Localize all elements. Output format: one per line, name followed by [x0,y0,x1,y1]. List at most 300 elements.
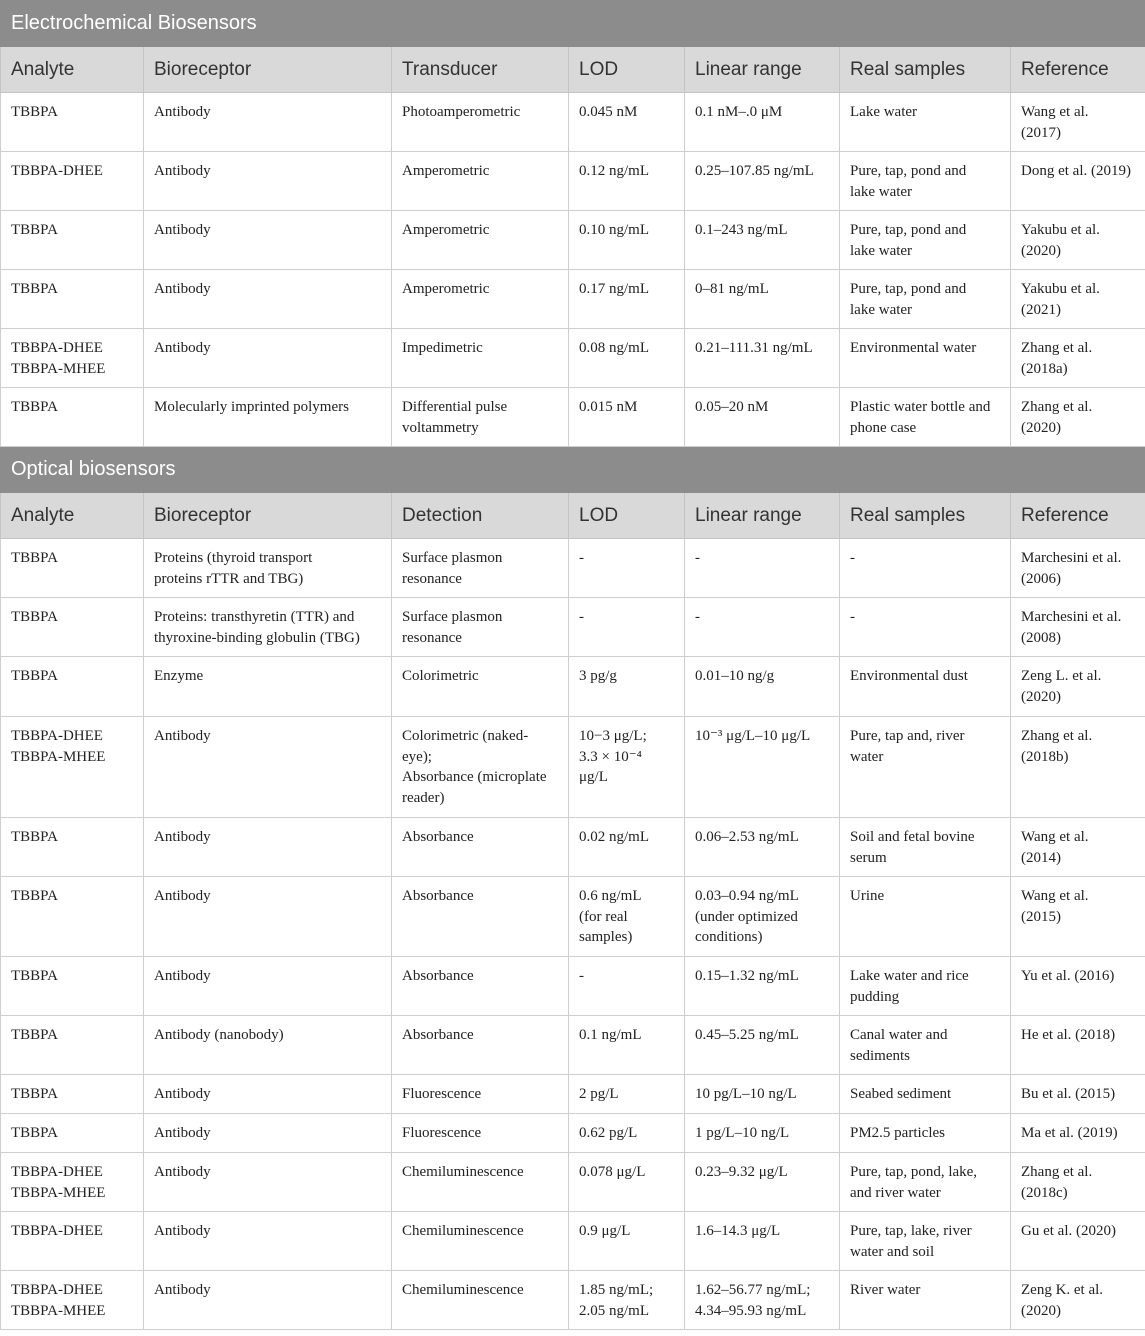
cell-line: - [579,550,584,566]
reference-cell [1011,270,1145,329]
cell-line: 0.17 ng/mL [579,281,649,297]
cell-line: conditions) [695,929,763,945]
cell-line: TBBPA-DHEE [11,1164,103,1180]
cell-line: water and soil [850,1243,935,1260]
real-samples-cell [840,329,1011,388]
table-row [1,93,1145,152]
linear-range-cell [685,1114,840,1153]
cell-line: Lake water and rice [850,968,969,984]
cell-line: Antibody [154,222,211,238]
analyte-cell [1,598,144,657]
cell-line: 0.10 ng/mL [579,222,649,238]
lod-cell [569,329,685,388]
cell-line: Yakubu et al. [1021,222,1100,238]
cell-line: Ma et al. (2019) [1021,1125,1118,1141]
table-row [1,211,1145,270]
analyte-cell [1,270,144,329]
lod-cell [569,93,685,152]
bioreceptor-cell [144,818,392,877]
reference-cell [1011,1153,1145,1212]
column-header-analyte: Analyte [1,493,144,539]
transducer-cell [392,657,569,717]
column-header-transducer: Transducer [392,47,569,93]
cell-line: TBBPA-DHEE [11,340,103,356]
cell-line: 10⁻³ μg/L–10 μg/L [695,728,811,744]
bioreceptor-cell [144,717,392,818]
cell-line: Zhang et al. [1021,399,1093,415]
column-header-lod: LOD [569,47,685,93]
linear-range-cell [685,598,840,657]
cell-line: Soil and fetal bovine [850,829,975,845]
real-samples-cell [840,818,1011,877]
transducer-cell [392,1212,569,1271]
cell-line: Chemiluminescence [402,1223,524,1239]
column-header-reference: Reference [1011,493,1145,539]
cell-line: samples) [579,929,633,945]
cell-line: serum [850,849,887,866]
cell-line: TBBPA [11,281,58,297]
real-samples-cell [840,1075,1011,1114]
analyte-cell [1,818,144,877]
real-samples-cell [840,1212,1011,1271]
cell-line: - [850,609,855,625]
reference-cell [1011,818,1145,877]
column-header-analyte: Analyte [1,47,144,93]
cell-line: Environmental water [850,340,977,356]
reference-cell [1011,211,1145,270]
cell-line: Antibody [154,829,211,845]
analyte-cell [1,152,144,211]
analyte-cell [1,388,144,447]
cell-line: pudding [850,988,900,1005]
cell-line: Photoamperometric [402,104,521,120]
transducer-cell [392,877,569,957]
section-title-row [1,447,1145,493]
cell-line: Pure, tap and, river [850,728,965,744]
cell-line: 0.45–5.25 ng/mL [695,1027,799,1043]
column-header-real-samples: Real samples [840,47,1011,93]
analyte-cell [1,1153,144,1212]
cell-line: 0.078 μg/L [579,1164,646,1180]
bioreceptor-cell [144,329,392,388]
column-header-transducer: Detection [392,493,569,539]
transducer-cell [392,1114,569,1153]
linear-range-cell [685,388,840,447]
reference-cell [1011,539,1145,598]
cell-line: Dong et al. (2019) [1021,163,1131,179]
cell-line: 10 pg/L–10 ng/L [695,1086,797,1102]
cell-line: Antibody [154,340,211,356]
cell-line: 10−3 μg/L; [579,728,647,744]
transducer-cell [392,598,569,657]
cell-line: - [579,609,584,625]
section-title: Electrochemical Biosensors [1,1,1145,47]
transducer-cell [392,388,569,447]
bioreceptor-cell [144,1212,392,1271]
cell-line: Antibody (nanobody) [154,1027,284,1043]
column-header-real-samples: Real samples [840,493,1011,539]
cell-line: Yu et al. (2016) [1021,968,1115,984]
cell-line: 1.85 ng/mL; [579,1282,654,1298]
cell-line: Antibody [154,1086,211,1102]
cell-line: (2020) [1021,1302,1061,1319]
cell-line: 0.03–0.94 ng/mL [695,888,799,904]
lod-cell [569,818,685,877]
cell-line: TBBPA [11,1086,58,1102]
analyte-cell [1,1075,144,1114]
cell-line: 0.1 nM–.0 μM [695,104,783,120]
cell-line: Antibody [154,104,211,120]
cell-line: TBBPA-MHEE [11,1302,106,1319]
column-header-lod: LOD [569,493,685,539]
cell-line: eye); [402,748,432,765]
reference-cell [1011,1114,1145,1153]
bioreceptor-cell [144,270,392,329]
cell-line: voltammetry [402,419,479,436]
cell-line: lake water [850,301,913,318]
bioreceptor-cell [144,211,392,270]
linear-range-cell [685,211,840,270]
cell-line: Molecularly imprinted polymers [154,399,349,415]
lod-cell [569,1075,685,1114]
cell-line: Antibody [154,968,211,984]
cell-line: (for real [579,908,628,925]
transducer-cell [392,539,569,598]
cell-line: Seabed sediment [850,1086,952,1102]
table-row [1,329,1145,388]
cell-line: (2018a) [1021,360,1068,377]
transducer-cell [392,93,569,152]
reference-cell [1011,93,1145,152]
cell-line: TBBPA [11,668,58,684]
cell-line: Colorimetric [402,668,479,684]
bioreceptor-cell [144,957,392,1016]
analyte-cell [1,329,144,388]
cell-line: 0.01–10 ng/g [695,668,775,684]
cell-line: TBBPA [11,1125,58,1141]
cell-line: thyroxine-binding globulin (TBG) [154,629,360,646]
analyte-cell [1,877,144,957]
reference-cell [1011,957,1145,1016]
cell-line: Pure, tap, pond and [850,222,967,238]
cell-line: Zeng L. et al. [1021,668,1102,684]
lod-cell [569,598,685,657]
cell-line: Environmental dust [850,668,968,684]
cell-line: 1.6–14.3 μg/L [695,1223,781,1239]
cell-line: He et al. (2018) [1021,1027,1116,1043]
cell-line: Marchesini et al. [1021,609,1122,625]
cell-line: resonance [402,629,462,646]
lod-cell [569,717,685,818]
analyte-cell [1,1016,144,1075]
cell-line: 0.23–9.32 μg/L [695,1164,788,1180]
table-row [1,818,1145,877]
linear-range-cell [685,877,840,957]
transducer-cell [392,1271,569,1330]
table-row [1,1153,1145,1212]
reference-cell [1011,598,1145,657]
reference-cell [1011,388,1145,447]
cell-line: TBBPA [11,222,58,238]
cell-line: 1 pg/L–10 ng/L [695,1125,790,1141]
reference-cell [1011,657,1145,717]
cell-line: (2015) [1021,908,1061,925]
cell-line: - [579,968,584,984]
table-row [1,957,1145,1016]
cell-line: TBBPA [11,399,58,415]
cell-line: Amperometric [402,222,490,238]
cell-line: Lake water [850,104,918,120]
cell-line: TBBPA-MHEE [11,1184,106,1201]
linear-range-cell [685,657,840,717]
table-row [1,270,1145,329]
cell-line: (2017) [1021,124,1061,141]
bioreceptor-cell [144,1271,392,1330]
cell-line: (2018b) [1021,748,1069,765]
cell-line: - [695,550,700,566]
analyte-cell [1,93,144,152]
real-samples-cell [840,1114,1011,1153]
transducer-cell [392,211,569,270]
cell-line: Pure, tap, pond and [850,163,967,179]
reference-cell [1011,1016,1145,1075]
column-header-row [1,47,1145,93]
cell-line: Antibody [154,888,211,904]
reference-cell [1011,877,1145,957]
analyte-cell [1,211,144,270]
cell-line: Zeng K. et al. [1021,1282,1104,1298]
cell-line: Antibody [154,1282,211,1298]
analyte-cell [1,539,144,598]
cell-line: Proteins: transthyretin (TTR) and [154,609,355,625]
reference-cell [1011,1271,1145,1330]
transducer-cell [392,957,569,1016]
lod-cell [569,1271,685,1330]
cell-line: TBBPA [11,609,58,625]
cell-line: Wang et al. [1021,888,1089,904]
lod-cell [569,1212,685,1271]
cell-line: (under optimized [695,908,798,925]
cell-line: 0.1–243 ng/mL [695,222,788,238]
cell-line: Proteins (thyroid transport [154,550,313,566]
cell-line: PM2.5 particles [850,1125,945,1141]
cell-line: sediments [850,1047,910,1064]
cell-line: 0.08 ng/mL [579,340,649,356]
cell-line: (2021) [1021,301,1061,318]
bioreceptor-cell [144,152,392,211]
cell-line: TBBPA-MHEE [11,748,106,765]
bioreceptor-cell [144,877,392,957]
linear-range-cell [685,1016,840,1075]
real-samples-cell [840,1271,1011,1330]
cell-line: Antibody [154,1164,211,1180]
table-row [1,877,1145,957]
cell-line: Yakubu et al. [1021,281,1100,297]
cell-line: 1.62–56.77 ng/mL; [695,1282,811,1298]
cell-line: TBBPA [11,550,58,566]
linear-range-cell [685,717,840,818]
cell-line: Absorbance [402,888,474,904]
lod-cell [569,877,685,957]
bioreceptor-cell [144,93,392,152]
bioreceptor-cell [144,539,392,598]
lod-cell [569,539,685,598]
table-row [1,717,1145,818]
table-row [1,1075,1145,1114]
cell-line: Zhang et al. [1021,340,1093,356]
cell-line: Enzyme [154,668,204,684]
linear-range-cell [685,957,840,1016]
real-samples-cell [840,598,1011,657]
table-row [1,598,1145,657]
section-title: Optical biosensors [1,447,1145,493]
cell-line: Plastic water bottle and [850,399,991,415]
cell-line: 0.1 ng/mL [579,1027,642,1043]
cell-line: TBBPA-DHEE [11,1282,103,1298]
bioreceptor-cell [144,1114,392,1153]
analyte-cell [1,1271,144,1330]
cell-line: 2 pg/L [579,1086,619,1102]
linear-range-cell [685,1271,840,1330]
cell-line: proteins rTTR and TBG) [154,570,304,587]
cell-line: TBBPA [11,968,58,984]
analyte-cell [1,1212,144,1271]
lod-cell [569,957,685,1016]
table-row [1,1212,1145,1271]
real-samples-cell [840,539,1011,598]
cell-line: 3 pg/g [579,668,617,684]
cell-line: lake water [850,242,913,259]
cell-line: Pure, tap, lake, river [850,1223,972,1239]
cell-line: 0.02 ng/mL [579,829,649,845]
real-samples-cell [840,717,1011,818]
lod-cell [569,270,685,329]
analyte-cell [1,717,144,818]
table-row [1,657,1145,717]
lod-cell [569,657,685,717]
analyte-cell [1,1114,144,1153]
lod-cell [569,1153,685,1212]
cell-line: TBBPA [11,104,58,120]
bioreceptor-cell [144,1075,392,1114]
cell-line: Gu et al. (2020) [1021,1223,1116,1239]
cell-line: Bu et al. (2015) [1021,1086,1116,1102]
cell-line: 0.9 μg/L [579,1223,631,1239]
reference-cell [1011,717,1145,818]
cell-line: resonance [402,570,462,587]
linear-range-cell [685,270,840,329]
cell-line: Antibody [154,1125,211,1141]
bioreceptor-cell [144,1016,392,1075]
linear-range-cell [685,329,840,388]
transducer-cell [392,717,569,818]
cell-line: 0.05–20 nM [695,399,769,415]
lod-cell [569,1114,685,1153]
column-header-row [1,493,1145,539]
cell-line: Pure, tap, pond and [850,281,967,297]
real-samples-cell [840,657,1011,717]
cell-line: reader) [402,789,445,806]
cell-line: 0.06–2.53 ng/mL [695,829,799,845]
table-row [1,1016,1145,1075]
real-samples-cell [840,152,1011,211]
bioreceptor-cell [144,1153,392,1212]
cell-line: Marchesini et al. [1021,550,1122,566]
bioreceptor-cell [144,657,392,717]
column-header-bioreceptor: Bioreceptor [144,493,392,539]
cell-line: River water [850,1282,921,1298]
cell-line: Antibody [154,1223,211,1239]
lod-cell [569,211,685,270]
cell-line: TBBPA-DHEE [11,1223,103,1239]
real-samples-cell [840,270,1011,329]
cell-line: Antibody [154,281,211,297]
real-samples-cell [840,877,1011,957]
transducer-cell [392,152,569,211]
lod-cell [569,388,685,447]
cell-line: Absorbance [402,968,474,984]
cell-line: Urine [850,888,885,904]
cell-line: 0.21–111.31 ng/mL [695,340,813,356]
cell-line: (2008) [1021,629,1061,646]
transducer-cell [392,1075,569,1114]
cell-line: Surface plasmon [402,550,503,566]
cell-line: Absorbance [402,1027,474,1043]
cell-line: Pure, tap, pond, lake, [850,1164,978,1180]
cell-line: 0.045 nM [579,104,638,120]
linear-range-cell [685,152,840,211]
lod-cell [569,1016,685,1075]
cell-line: TBBPA [11,1027,58,1043]
analyte-cell [1,957,144,1016]
section-title-row [1,1,1145,47]
cell-line: TBBPA-DHEE [11,163,103,179]
table-row [1,388,1145,447]
cell-line: Canal water and [850,1027,948,1043]
column-header-linear-range: Linear range [685,47,840,93]
reference-cell [1011,152,1145,211]
linear-range-cell [685,539,840,598]
cell-line: Differential pulse [402,399,508,415]
real-samples-cell [840,1016,1011,1075]
cell-line: (2018c) [1021,1184,1068,1201]
cell-line: Antibody [154,163,211,179]
cell-line: 0.25–107.85 ng/mL [695,163,814,179]
transducer-cell [392,1016,569,1075]
cell-line: and river water [850,1184,941,1201]
cell-line: (2006) [1021,570,1061,587]
cell-line: 0–81 ng/mL [695,281,769,297]
table-row [1,152,1145,211]
cell-line: TBBPA [11,829,58,845]
cell-line: Amperometric [402,163,490,179]
column-header-reference: Reference [1011,47,1145,93]
linear-range-cell [685,818,840,877]
cell-line: Wang et al. [1021,104,1089,120]
lod-cell [569,152,685,211]
real-samples-cell [840,388,1011,447]
cell-line: Chemiluminescence [402,1164,524,1180]
cell-line: TBBPA-DHEE [11,728,103,744]
linear-range-cell [685,1153,840,1212]
cell-line: (2020) [1021,688,1061,705]
table-body [1,1,1145,1330]
cell-line: TBBPA-MHEE [11,360,106,377]
cell-line: water [850,748,884,765]
cell-line: 2.05 ng/mL [579,1302,649,1319]
column-header-linear-range: Linear range [685,493,840,539]
cell-line: Wang et al. [1021,829,1089,845]
